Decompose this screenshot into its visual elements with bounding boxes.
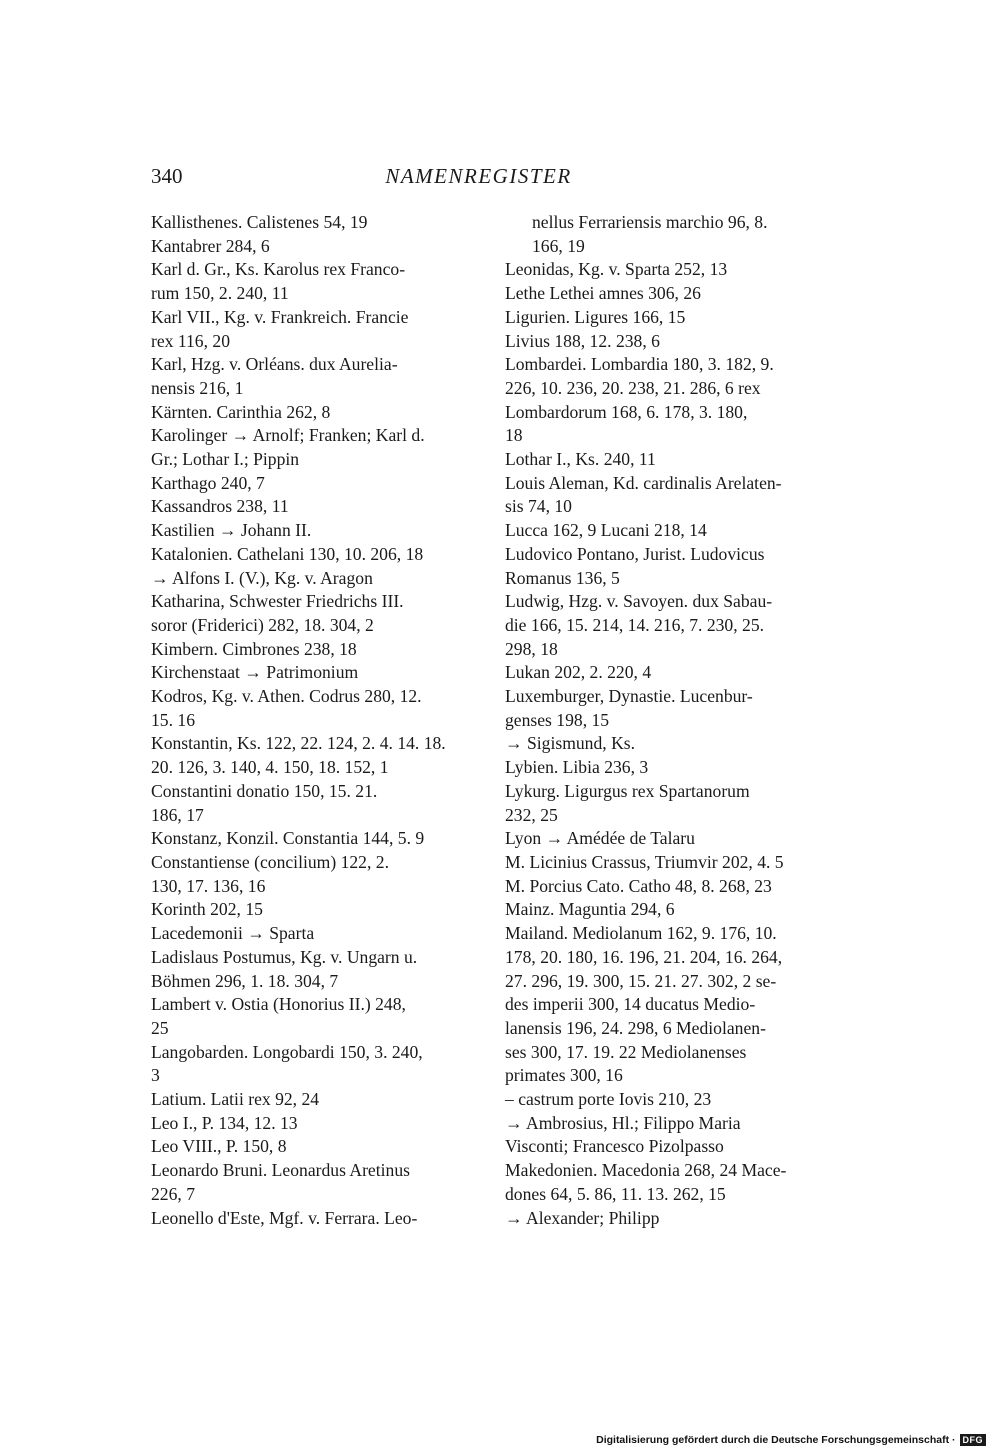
dfg-logo: DFG [960,1434,987,1446]
index-entry-line: Kimbern. Cimbrones 238, 18 [151,638,357,659]
index-entry-line: Lethe Lethei amnes 306, 26 [505,283,701,304]
index-entry-line: Ladislaus Postumus, Kg. v. Ungarn u. [151,946,418,967]
index-entry-line: Lucca 162, 9 Lucani 218, 14 [505,520,707,541]
index-entry-line: des imperii 300, 14 ducatus Medio- [505,994,756,1015]
index-entry [505,519,806,543]
index-entry-line: 298, 18 [505,638,558,659]
index-entry [151,519,452,543]
index-entry-line: 25 [151,1017,169,1038]
index-entry-line: Lombardorum 168, 6. 178, 3. 180, [505,401,748,422]
index-entry [505,922,806,1159]
index-entry-line: Gr.; Lothar I.; Pippin [151,449,300,470]
index-entry-line: die 166, 15. 214, 14. 216, 7. 230, 25. [505,614,765,635]
index-entry [505,306,806,330]
index-entry [505,898,806,922]
index-entry-line: Romanus 136, 5 [505,567,620,588]
index-entry [505,282,806,306]
index-entry-line: → Alexander; Philipp [505,1207,660,1228]
index-entry [151,993,452,1040]
index-entry-line: Leonardo Bruni. Leonardus Aretinus [151,1160,410,1181]
index-entry-line: Ligurien. Ligures 166, 15 [505,306,686,327]
index-entry [505,472,806,519]
index-entry [151,1207,452,1231]
index-entry-line: Latium. Latii rex 92, 24 [151,1089,320,1110]
index-entry [151,685,452,732]
right-index-column [505,211,806,1230]
index-entry-line: Leonello d'Este, Mgf. v. Ferrara. Leo- [151,1207,418,1228]
index-entry-line: Kassandros 238, 11 [151,496,289,517]
index-entry-line: 20. 126, 3. 140, 4. 150, 18. 152, 1 [151,757,389,778]
index-entry-line: Constantiense (concilium) 122, 2. [151,851,389,872]
index-entry-line: → Alfons I. (V.), Kg. v. Aragon [151,567,373,588]
index-entry-line: Lybien. Libia 236, 3 [505,757,649,778]
index-entry [151,211,452,235]
index-entry-line: Kodros, Kg. v. Athen. Codrus 280, 12. [151,686,422,707]
index-entry [505,590,806,661]
index-entry-line: rum 150, 2. 240, 11 [151,283,289,304]
index-entry-line: 226, 7 [151,1183,195,1204]
index-entry-line: genses 198, 15 [505,709,610,730]
index-entry-line: sis 74, 10 [505,496,572,517]
index-entry [505,827,806,851]
index-entry-line: 130, 17. 136, 16 [151,875,266,896]
index-entry [151,827,452,898]
index-entry [151,590,452,637]
index-entry-line: Lyon → Amédée de Talaru [505,828,695,849]
index-entry-line: Lambert v. Ostia (Honorius II.) 248, [151,994,406,1015]
index-entry-line: Böhmen 296, 1. 18. 304, 7 [151,970,339,991]
index-entry-line: Makedonien. Macedonia 268, 24 Mace- [505,1160,787,1181]
index-entry-line: Karolinger → Arnolf; Franken; Karl d. [151,425,425,446]
index-entry [151,235,452,259]
index-entry [505,780,806,827]
index-entry-line: M. Porcius Cato. Catho 48, 8. 268, 23 [505,875,772,896]
index-entry [151,424,452,471]
index-entry-line: 178, 20. 180, 16. 196, 21. 204, 16. 264, [505,946,783,967]
running-title: NAMENREGISTER [385,164,572,188]
index-entry-line: nellus Ferrariensis marchio 96, 8. [532,212,768,232]
index-entry-line: Kärnten. Carinthia 262, 8 [151,401,331,422]
index-entry [151,1135,452,1159]
index-entry-line: Konstanz, Konzil. Constantia 144, 5. 9 [151,828,425,849]
index-entry [151,495,452,519]
index-entry-line: Karl d. Gr., Ks. Karolus rex Franco- [151,259,406,280]
index-entry-line: Louis Aleman, Kd. cardinalis Arelaten- [505,472,782,493]
left-index-column [151,211,452,1230]
index-entry-line: Ludovico Pontano, Jurist. Ludovicus [505,543,765,564]
index-entry-line: → Sigismund, Ks. [505,733,636,754]
index-entry-line: lanensis 196, 24. 298, 6 Mediolanen- [505,1017,766,1038]
footer-credit: Digitalisierung gefördert durch die Deutsche Forschungsgemeinschaft · [596,1434,956,1446]
index-entry [151,732,452,827]
index-entry [505,756,806,780]
index-entry-line: Kallisthenes. Calistenes 54, 19 [151,212,368,232]
index-entry [505,353,806,448]
index-entry [505,1159,806,1230]
index-entry [151,353,452,400]
index-entry-line: 18 [505,425,523,446]
index-entry-line: Langobarden. Longobardi 150, 3. 240, [151,1041,423,1062]
index-entry [151,946,452,993]
index-entry-line: Luxemburger, Dynastie. Lucenbur- [505,686,753,707]
index-entry [505,661,806,685]
index-entry-line: nensis 216, 1 [151,377,244,398]
index-entry [505,685,806,756]
index-entry [505,211,806,258]
index-entry-line: primates 300, 16 [505,1065,623,1086]
digitization-footer [596,1432,986,1448]
index-entry [505,448,806,472]
index-entry [151,638,452,662]
index-entry [151,1088,452,1112]
index-entry-line: Leonidas, Kg. v. Sparta 252, 13 [505,259,728,280]
index-entry [151,472,452,496]
page-header [151,164,806,194]
index-entry-line: Leo I., P. 134, 12. 13 [151,1112,298,1133]
index-entry-line: 27. 296, 19. 300, 15. 21. 27. 302, 2 se- [505,970,777,991]
index-entry-line: Mailand. Mediolanum 162, 9. 176, 10. [505,923,777,944]
index-entry [151,543,452,590]
index-entry-line: ses 300, 17. 19. 22 Mediolanenses [505,1041,747,1062]
index-entry [151,1041,452,1088]
index-entry-line: Kirchenstaat → Patrimonium [151,662,359,683]
index-entry [505,258,806,282]
index-entry [151,898,452,922]
index-entry [151,306,452,353]
index-entry [151,258,452,305]
index-entry-line: rex 116, 20 [151,330,230,351]
index-entry-line: Karl, Hzg. v. Orléans. dux Aurelia- [151,354,398,375]
index-entry-line: → Ambrosius, Hl.; Filippo Maria [505,1112,741,1133]
index-entry-line: Korinth 202, 15 [151,899,263,920]
index-entry-line: – castrum porte Iovis 210, 23 [505,1089,712,1110]
index-entry [505,543,806,590]
index-entry-line: M. Licinius Crassus, Triumvir 202, 4. 5 [505,851,784,872]
index-entry [151,1112,452,1136]
index-entry-line: Ludwig, Hzg. v. Savoyen. dux Sabau- [505,591,773,612]
page-number: 340 [151,164,183,188]
index-entry-line: Lombardei. Lombardia 180, 3. 182, 9. [505,354,774,375]
index-entry-line: Mainz. Maguntia 294, 6 [505,899,675,920]
index-entry-line: 166, 19 [532,235,585,256]
index-entry-line: Kantabrer 284, 6 [151,235,270,256]
index-entry [505,875,806,899]
index-entry-line: Lukan 202, 2. 220, 4 [505,662,652,683]
index-entry-line: 186, 17 [151,804,204,825]
index-entry-line: dones 64, 5. 86, 11. 13. 262, 15 [505,1183,726,1204]
index-entry-line: 15. 16 [151,709,195,730]
index-entry-line: Kastilien → Johann II. [151,520,312,541]
index-entry [505,851,806,875]
index-entry-line: Katharina, Schwester Friedrichs III. [151,591,404,612]
index-entry-line: Livius 188, 12. 238, 6 [505,330,660,351]
index-entry-line: 226, 10. 236, 20. 238, 21. 286, 6 rex [505,377,761,398]
index-entry-line: Konstantin, Ks. 122, 22. 124, 2. 4. 14. 18. [151,733,446,754]
index-entry-line: Lykurg. Ligurgus rex Spartanorum [505,780,750,801]
index-entry [151,922,452,946]
index-entry-line: Karthago 240, 7 [151,472,265,493]
index-entry [151,661,452,685]
index-entry-line: Karl VII., Kg. v. Frankreich. Francie [151,306,409,327]
index-entry-line: 3 [151,1065,160,1086]
index-entry-line: Constantini donatio 150, 15. 21. [151,780,378,801]
index-entry-line: Katalonien. Cathelani 130, 10. 206, 18 [151,543,424,564]
index-entry-line: 232, 25 [505,804,558,825]
index-entry-line: Visconti; Francesco Pizolpasso [505,1136,724,1157]
index-entry [151,1159,452,1206]
index-entry [505,330,806,354]
index-entry-line: Lothar I., Ks. 240, 11 [505,449,656,470]
index-entry-line: Leo VIII., P. 150, 8 [151,1136,287,1157]
index-entry-line: soror (Friderici) 282, 18. 304, 2 [151,614,374,635]
index-entry-line: Lacedemonii → Sparta [151,923,315,944]
index-entry [151,401,452,425]
